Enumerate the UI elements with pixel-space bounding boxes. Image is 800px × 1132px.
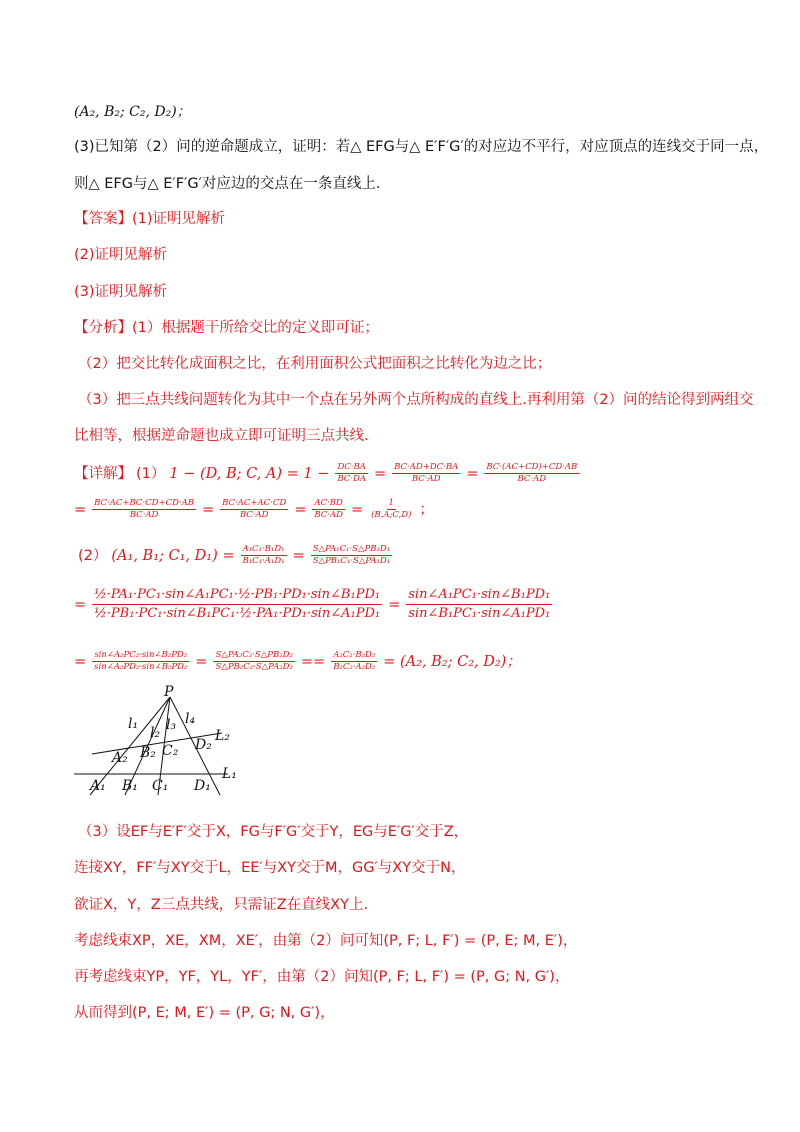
fraction: $\frac{\text{sin∠A₁PC₁·sin∠B₁PD₁}}{\text{sin∠B₁PC₁·sin∠A₁PD₁}}$	[408, 587, 551, 621]
label-D1: D₁	[194, 778, 211, 794]
fraction: $\frac{DC\cdot BA}{BC\cdot DA}$	[337, 462, 366, 484]
detail-eq-2b: = $\frac{\text{½·PA₁·PC₁·sin∠A₁PC₁·½·PB₁·PD₁·sin∠B₁PD₁}}{\text{½·PB₁·PC₁·sin∠B₁PC₁·½·PA₁·PD₁·sin∠A₁PD₁}}$ = $\frac{\text{sin∠A₁PC₁·sin∠B₁PD₁}}{\text{sin∠B₁PC₁·sin∠A₁PD₁}}$	[74, 587, 551, 621]
fraction: $\frac{BC\cdot AC+AC\cdot CD}{BC\cdot AD}$	[222, 498, 287, 520]
answer-2: (2)证明见解析	[74, 247, 168, 263]
analysis-row-1	[74, 318, 379, 338]
part3-s5: 再考虑线束YP，YF，YL，YF′，由第（2）问知(P, F; L, F′) = (P, G; N, G′)，	[74, 969, 570, 985]
part3-s2: 连接XY，FF′与XY交于L，EE′与XY交于M，GG′与XY交于N，	[74, 860, 466, 876]
answer-label: 【答案】	[74, 211, 132, 227]
label-P: P	[164, 684, 174, 700]
question-line-1: (A₂, B₂; C₂, D₂)；	[74, 104, 191, 120]
detail-e1-lhs: 1 − (D, B; C, A) = 1 −	[169, 465, 330, 482]
detail-e2-lhs: (A₁, B₁; C₁, D₁) =	[111, 547, 235, 564]
question-line-2: (3)已知第（2）问的逆命题成立，证明：若△ EFG与△ E′F′G′的对应边不平行，对应顶点的连线交于同一点，	[74, 139, 769, 155]
answer-row	[74, 209, 225, 229]
answer-1: (1)证明见解析	[132, 211, 226, 227]
analysis-p2: （2）把交比转化成面积之比，在利用面积公式把面积之比转化为边之比；	[78, 356, 552, 372]
part3-s3: 欲证X，Y，Z三点共线，只需证Z在直线XY上.	[74, 897, 369, 913]
label-A1: A₁	[90, 778, 106, 794]
question-line-3: 则△ EFG与△ E′F′G′对应边的交点在一条直线上．	[74, 176, 391, 192]
fraction: $\frac{BC\cdot(AC+CD)+CD\cdot AB}{BC\cdot AD}$	[486, 462, 578, 484]
label-D2: D₂	[195, 737, 212, 753]
label-L2: L₂	[215, 728, 230, 744]
fraction: $\frac{\text{A₁C₁·B₁D₁}}{\text{B₁C₁·A₁D₁}}$	[242, 544, 285, 566]
label-B1: B₁	[122, 778, 138, 794]
detail-label: 【详解】	[74, 465, 132, 482]
label-l2: l₂	[150, 725, 161, 741]
label-L1: L₁	[222, 766, 237, 782]
fraction: $\frac{\text{½·PA₁·PC₁·sin∠A₁PC₁·½·PB₁·PD₁·sin∠B₁PD₁}}{\text{½·PB₁·PC₁·sin∠B₁PC₁·½·PA₁·PD₁·sin∠A₁PD₁}}$	[94, 587, 381, 621]
analysis-p3b: 比相等，根据逆命题也成立即可证明三点共线.	[74, 428, 369, 444]
part3-s4: 考虑线束XP，XE，XM，XE′，由第（2）问可知(P, F; L, F′) = (P, E; M, E′)，	[74, 933, 578, 949]
label-l4: l₄	[185, 711, 196, 727]
analysis-p1: (1）根据题干所给交比的定义即可证；	[132, 320, 379, 336]
analysis-p3a: （3）把三点共线问题转化为其中一个点在另外两个点所构成的直线上.再利用第（2）问的结论得到两组交	[78, 392, 754, 408]
detail-eq-1b: = $\frac{BC\cdot AC+BC\cdot CD+CD\cdot AB}{BC\cdot AD}$ = $\frac{BC\cdot AC+AC\cdot CD}{BC\cdot AD}$ = $\frac{AC\cdot BD}{BC\cdot AD}$ = $\frac{1}{(B,A;C,D)}$ ；	[74, 498, 434, 520]
fraction: $\frac{BC\cdot AD+DC\cdot BA}{BC\cdot AD}$	[394, 462, 459, 484]
fraction: $\frac{\text{A₂C₂·B₂D₂}}{\text{B₂C₂·A₂D₂}}$	[333, 650, 376, 672]
answer-3: (3)证明见解析	[74, 284, 168, 300]
label-l3: l₃	[166, 717, 177, 733]
fraction: $\frac{\text{sin∠A₂PC₂·sin∠B₂PD₂}}{\text{sin∠A₂PD₂·sin∠B₂PD₂}}$	[94, 650, 188, 672]
label-C2: C₂	[162, 743, 179, 759]
label-l1: l₁	[128, 716, 139, 732]
fraction: $\frac{AC\cdot BD}{BC\cdot AD}$	[314, 498, 343, 520]
part3-s6: 从而得到(P, E; M, E′) = (P, G; N, G′)，	[74, 1005, 335, 1021]
label-C1: C₁	[152, 778, 169, 794]
detail-e2-prefix: (2）	[78, 547, 108, 564]
fraction: $\frac{\text{S△PA₂C₂·S△PB₂D₂}}{\text{S△PB₂C₂·S△PA₂D₂}}$	[215, 650, 293, 672]
detail-eq-1: 【详解】 (1） 1 − (D, B; C, A) = 1 − $\frac{DC\cdot BA}{BC\cdot DA}$ = $\frac{BC\cdot AD+DC\cdot BA}{BC\cdot AD}$ = $\frac{BC\cdot(AC+CD)+CD\cdot AB}{BC\cdot AD}$	[74, 462, 578, 484]
fraction: $\frac{\text{S△PA₁C₁·S△PB₁D₁}}{\text{S△PB₁C₁·S△PA₁D₁}}$	[312, 544, 391, 566]
detail-eq-2c: = $\frac{\text{sin∠A₂PC₂·sin∠B₂PD₂}}{\text{sin∠A₂PD₂·sin∠B₂PD₂}}$ = $\frac{\text{S△PA₂C₂·S△PB₂D₂}}{\text{S△PB₂C₂·S△PA₂D₂}}$ == $\frac{\text{A₂C₂·B₂D₂}}{\text{B₂C₂·A₂D₂}}$ = (A₂, B₂; C₂, D₂)；	[74, 650, 521, 672]
fraction: $\frac{BC\cdot AC+BC\cdot CD+CD\cdot AB}{BC\cdot AD}$	[94, 498, 194, 520]
fraction: $\frac{1}{(B,A;C,D)}$	[371, 498, 412, 520]
pencil-figure	[70, 683, 250, 799]
part3-s1: （3）设EF与E′F′交于X，FG与F′G′交于Y，EG与E′G′交于Z，	[78, 824, 469, 840]
label-A2: A₂	[112, 750, 128, 766]
detail-e1-prefix: (1）	[136, 465, 166, 482]
analysis-label: 【分析】	[74, 320, 132, 336]
label-B2: B₂	[140, 745, 156, 761]
detail-eq-2: (2） (A₁, B₁; C₁, D₁) = $\frac{\text{A₁C₁·B₁D₁}}{\text{B₁C₁·A₁D₁}}$ = $\frac{\text{S△PA₁C₁·S△PB₁D₁}}{\text{S△PB₁C₁·S△PA₁D₁}}$	[78, 544, 391, 566]
